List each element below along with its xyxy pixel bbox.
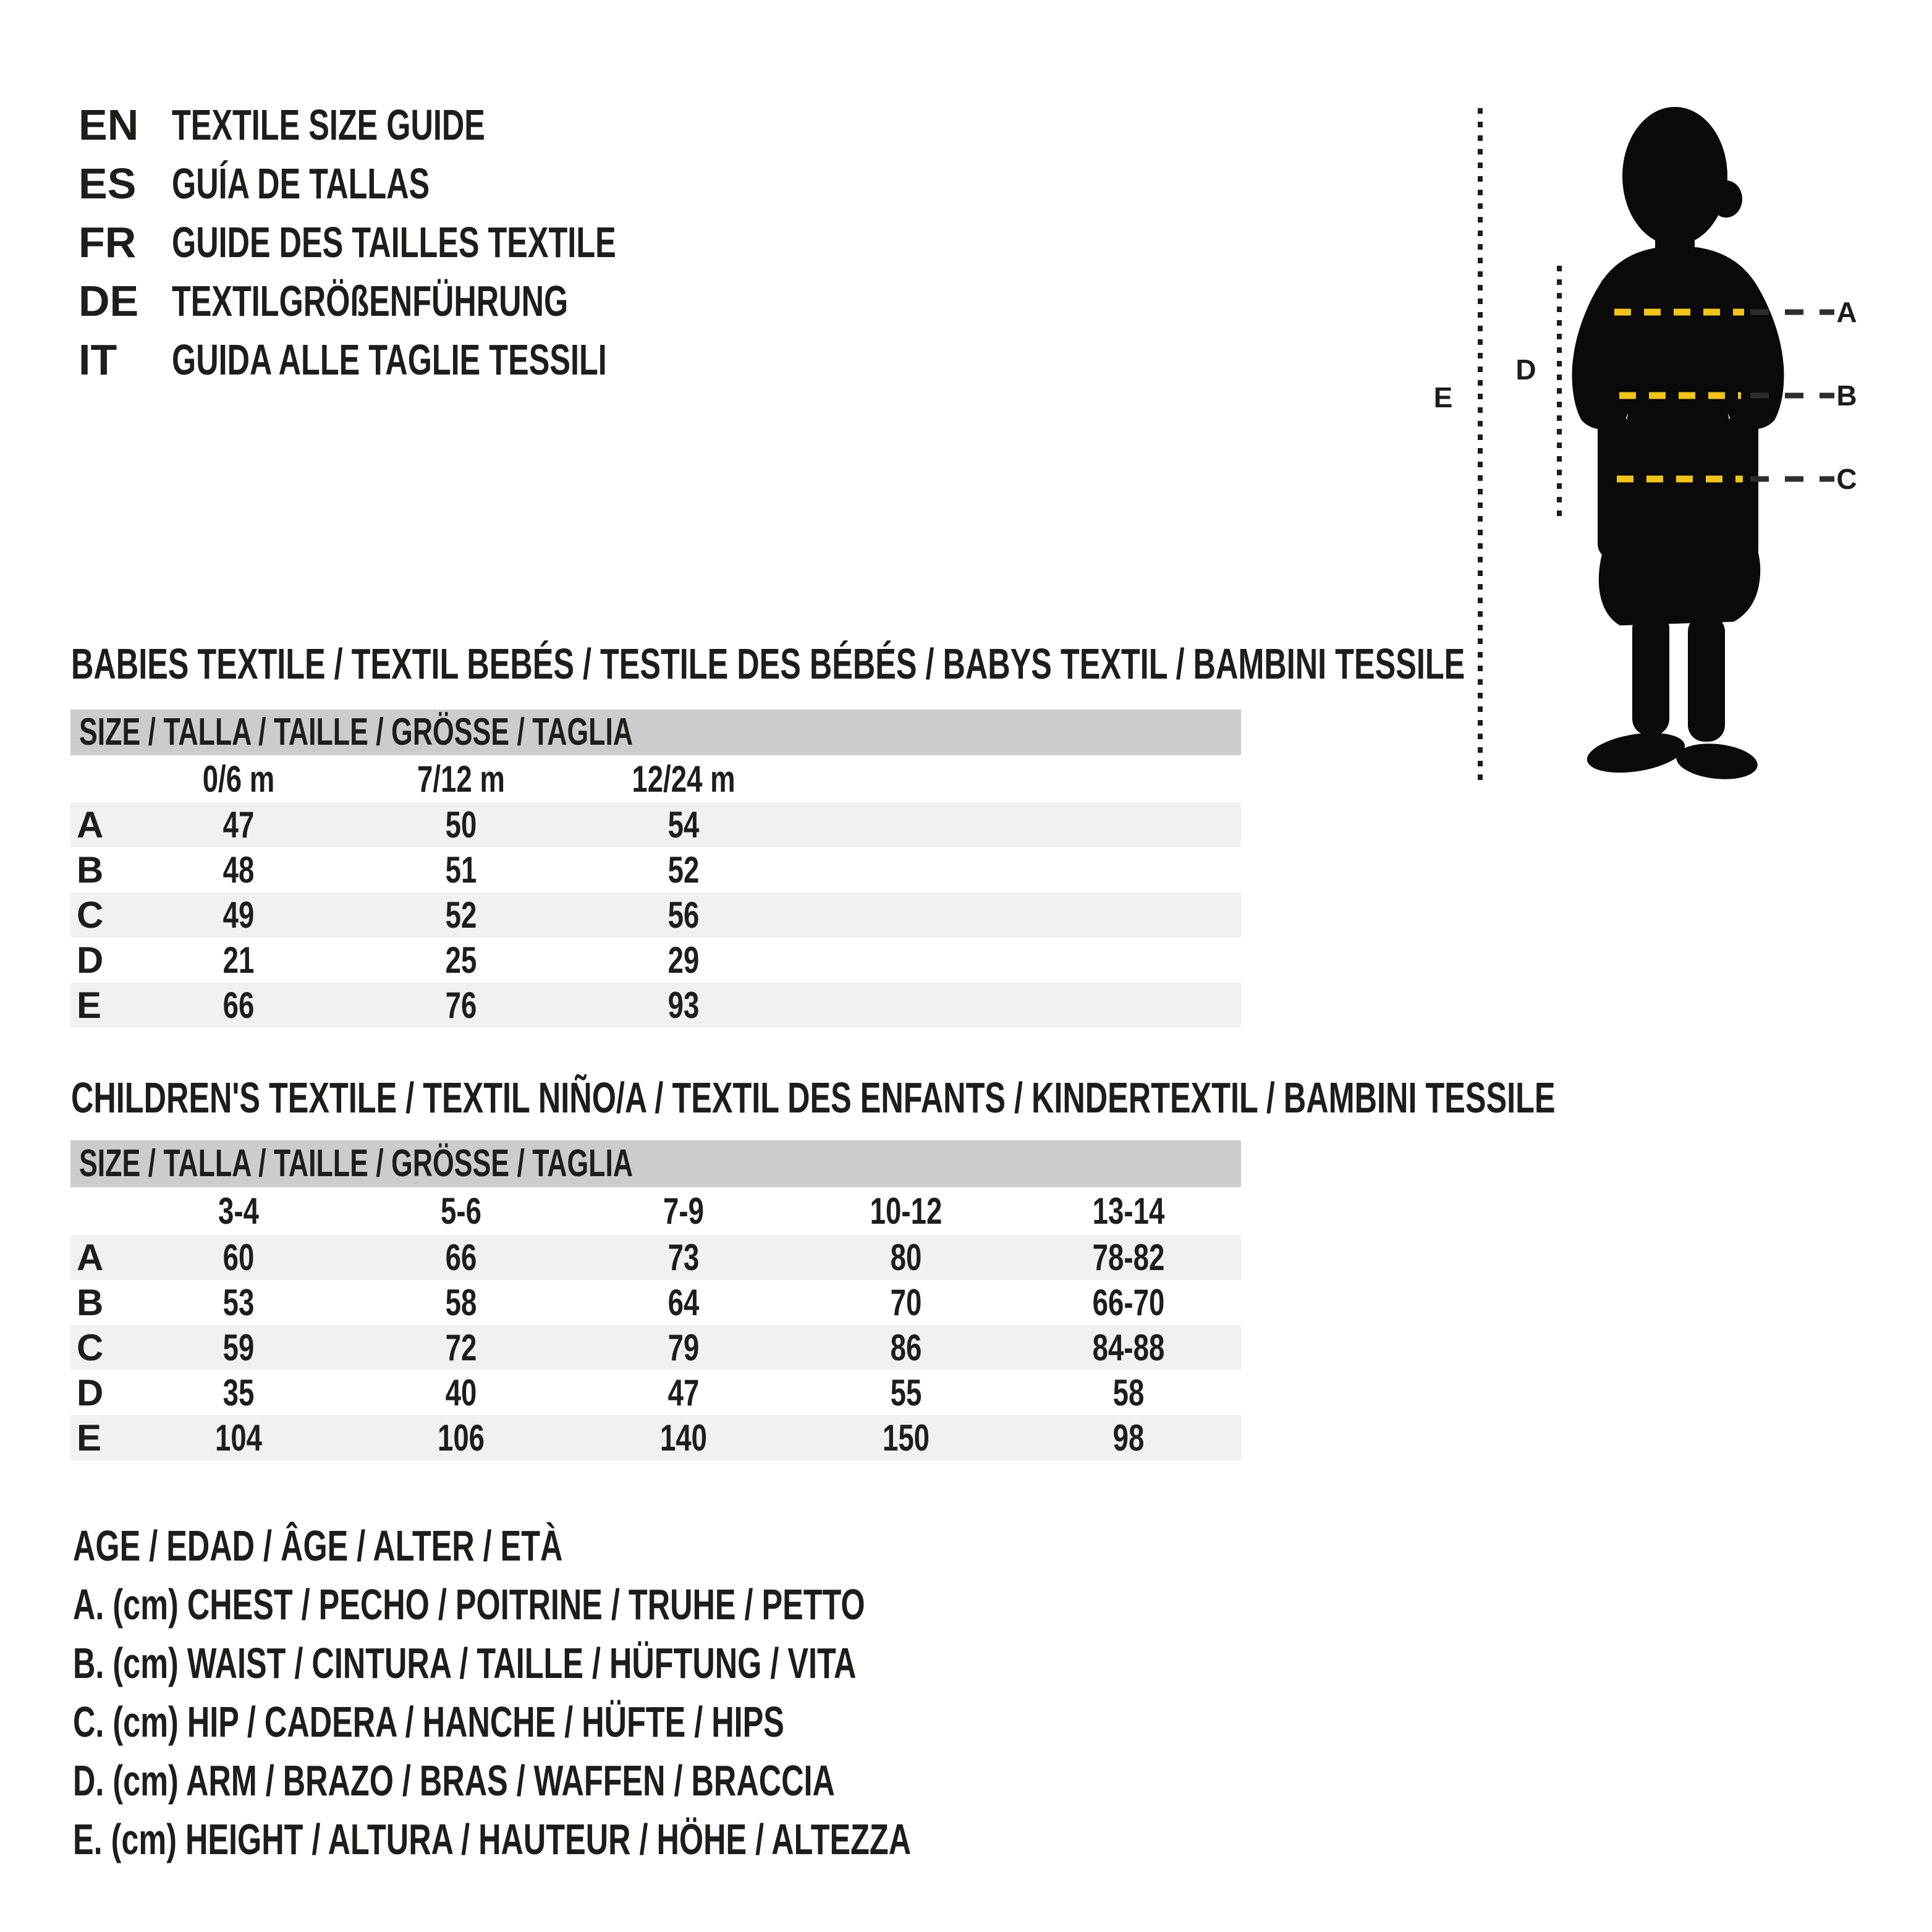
language-row-fr <box>78 213 789 272</box>
children-row-b <box>70 1280 1241 1325</box>
language-title-list <box>78 96 789 389</box>
children-cell: 40 <box>445 1372 477 1413</box>
children-cell: 104 <box>214 1417 263 1459</box>
babies-cell: 49 <box>222 894 255 936</box>
babies-colhead-2: 12/24 m <box>632 758 735 800</box>
babies-cell: 54 <box>667 804 700 845</box>
babies-cell: 52 <box>445 894 477 936</box>
children-cell: 55 <box>890 1372 922 1413</box>
children-row-e <box>70 1415 1241 1460</box>
babies-cell: 52 <box>667 849 700 891</box>
babies-section-heading: BABIES TEXTILE / TEXTIL BEBÉS / TESTILE DES BÉBÉS / BABYS TEXTIL / BAMBINI TESSILE <box>71 640 1465 688</box>
language-code-es: ES <box>78 159 137 208</box>
children-row-c <box>70 1325 1241 1370</box>
children-cell: 78-82 <box>1092 1237 1165 1278</box>
children-row-a <box>70 1235 1241 1280</box>
measurement-figure <box>1434 87 1904 803</box>
language-row-it <box>78 331 789 389</box>
children-row-a-label: A <box>77 1237 104 1278</box>
language-row-es <box>78 155 789 213</box>
children-table-header-band: SIZE / TALLA / TAILLE / GRÖSSE / TAGLIA <box>70 1140 1241 1187</box>
children-cell: 106 <box>437 1417 485 1459</box>
language-code-it: IT <box>78 336 117 384</box>
marker-label-d: D <box>1515 354 1536 386</box>
children-cell: 72 <box>445 1327 477 1368</box>
babies-row-c-label: C <box>77 894 104 936</box>
children-cell: 66-70 <box>1092 1282 1165 1323</box>
legend-age: AGE / EDAD / ÂGE / ALTER / ETÀ <box>73 1522 563 1570</box>
babies-cell: 47 <box>222 804 255 845</box>
babies-row-b-label: B <box>77 849 104 891</box>
children-row-d <box>70 1370 1241 1415</box>
language-title-es: GUÍA DE TALLAS <box>172 159 430 208</box>
babies-column-header-row <box>70 755 1241 802</box>
children-cell: 70 <box>890 1282 922 1323</box>
children-colhead-3: 10-12 <box>870 1190 943 1232</box>
children-cell: 47 <box>667 1372 700 1413</box>
language-code-fr: FR <box>78 218 137 266</box>
babies-size-table <box>70 710 1241 1028</box>
children-cell: 58 <box>445 1282 477 1323</box>
legend-height: E. (cm) HEIGHT / ALTURA / HAUTEUR / HÖHE / ALTEZZA <box>73 1815 912 1863</box>
children-colhead-4: 13-14 <box>1092 1190 1165 1232</box>
children-colhead-1: 5-6 <box>441 1190 481 1232</box>
language-row-de <box>78 272 789 331</box>
marker-label-e: E <box>1433 381 1453 413</box>
children-cell: 59 <box>222 1327 255 1368</box>
babies-cell: 21 <box>222 939 255 981</box>
babies-cell: 76 <box>445 985 477 1026</box>
babies-row-b <box>70 847 1241 892</box>
children-cell: 86 <box>890 1327 922 1368</box>
language-code-de: DE <box>78 277 139 325</box>
children-cell: 66 <box>445 1237 477 1278</box>
children-cell: 58 <box>1112 1372 1145 1413</box>
language-row-en <box>78 96 789 155</box>
children-cell: 64 <box>667 1282 700 1323</box>
language-title-en: TEXTILE SIZE GUIDE <box>172 101 485 149</box>
children-column-header-row <box>70 1187 1241 1235</box>
babies-row-a-label: A <box>77 804 104 845</box>
legend-hip: C. (cm) HIP / CADERA / HANCHE / HÜFTE / HIPS <box>73 1698 784 1746</box>
babies-cell: 93 <box>667 985 700 1026</box>
children-row-d-label: D <box>77 1372 104 1413</box>
babies-cell: 50 <box>445 804 477 845</box>
babies-cell: 56 <box>667 894 700 936</box>
children-cell: 140 <box>659 1417 708 1459</box>
children-cell: 53 <box>222 1282 255 1323</box>
language-title-de: TEXTILGRÖßENFÜHRUNG <box>172 277 569 325</box>
children-row-b-label: B <box>77 1282 104 1323</box>
children-size-table <box>70 1140 1241 1460</box>
legend-chest: A. (cm) CHEST / PECHO / POITRINE / TRUHE / PETTO <box>73 1580 865 1629</box>
babies-row-d <box>70 938 1241 983</box>
babies-row-a <box>70 802 1241 847</box>
babies-cell: 51 <box>445 849 477 891</box>
marker-label-a: A <box>1836 296 1857 328</box>
language-code-en: EN <box>78 101 139 149</box>
babies-row-d-label: D <box>77 939 104 981</box>
children-section-heading: CHILDREN'S TEXTILE / TEXTIL NIÑO/A / TEXTIL DES ENFANTS / KINDERTEXTIL / BAMBINI TESSILE <box>71 1074 1556 1122</box>
legend-arm: D. (cm) ARM / BRAZO / BRAS / WAFFEN / BRACCIA <box>73 1756 835 1805</box>
children-cell: 80 <box>890 1237 922 1278</box>
babies-colhead-1: 7/12 m <box>417 758 505 800</box>
children-row-c-label: C <box>77 1327 104 1368</box>
babies-cell: 25 <box>445 939 477 981</box>
children-cell: 60 <box>222 1237 255 1278</box>
children-colhead-2: 7-9 <box>663 1190 704 1232</box>
babies-colhead-0: 0/6 m <box>202 758 275 800</box>
babies-row-e-label: E <box>77 985 102 1026</box>
language-title-fr: GUIDE DES TAILLES TEXTILE <box>172 218 616 266</box>
children-cell: 35 <box>222 1372 255 1413</box>
measurement-legend <box>73 1517 1237 1869</box>
children-cell: 84-88 <box>1092 1327 1165 1368</box>
babies-cell: 48 <box>222 849 255 891</box>
babies-row-c <box>70 892 1241 938</box>
babies-row-e <box>70 983 1241 1028</box>
child-silhouette-figure <box>1434 87 1904 803</box>
children-cell: 98 <box>1112 1417 1145 1459</box>
marker-label-c: C <box>1836 463 1857 495</box>
language-title-it: GUIDA ALLE TAGLIE TESSILI <box>172 336 607 384</box>
babies-cell: 66 <box>222 985 255 1026</box>
children-row-e-label: E <box>77 1417 102 1459</box>
marker-label-b: B <box>1836 379 1857 412</box>
legend-waist: B. (cm) WAIST / CINTURA / TAILLE / HÜFTUNG / VITA <box>73 1639 857 1687</box>
children-cell: 150 <box>882 1417 930 1459</box>
children-colhead-0: 3-4 <box>218 1190 259 1232</box>
children-cell: 79 <box>667 1327 700 1368</box>
babies-cell: 29 <box>667 939 700 981</box>
babies-table-header-band: SIZE / TALLA / TAILLE / GRÖSSE / TAGLIA <box>70 710 1241 755</box>
children-cell: 73 <box>667 1237 700 1278</box>
